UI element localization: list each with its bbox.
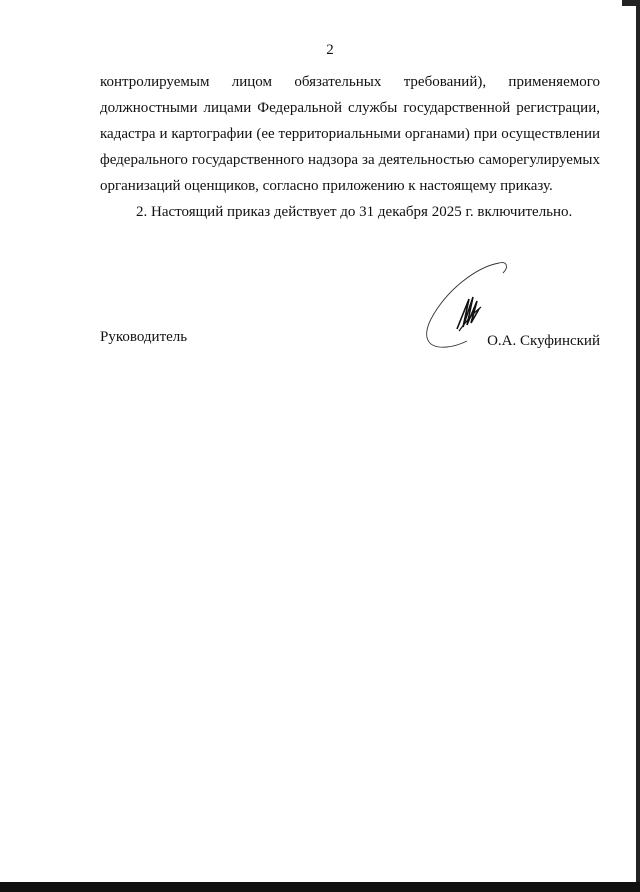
signature-area — [417, 259, 600, 354]
body-line: организаций оценщиков, согласно приложению к настоящему приказу. — [100, 178, 553, 194]
body-line: контролируемым лицом обязательных требований), применяемого — [100, 74, 600, 90]
signatory-name: О.А. Скуфинский — [487, 333, 600, 349]
paragraph-2: 2. Настоящий приказ действует до 31 декабря 2025 г. включительно. — [136, 204, 573, 220]
signatory-title: Руководитель — [100, 329, 188, 345]
scan-edge-corner — [622, 0, 640, 6]
body-line: федерального государственного надзора за деятельностью саморегулируемых — [100, 152, 600, 168]
page-number: 2 — [326, 42, 334, 58]
signature-block — [100, 259, 600, 354]
document-body — [100, 0, 600, 354]
body-line: должностными лицами Федеральной службы государственной регистрации, — [100, 100, 600, 116]
body-line: кадастра и картографии (ее территориальными органами) при осуществлении — [100, 126, 600, 142]
scan-edge-right — [636, 0, 640, 892]
scan-edge-bottom — [0, 882, 640, 892]
